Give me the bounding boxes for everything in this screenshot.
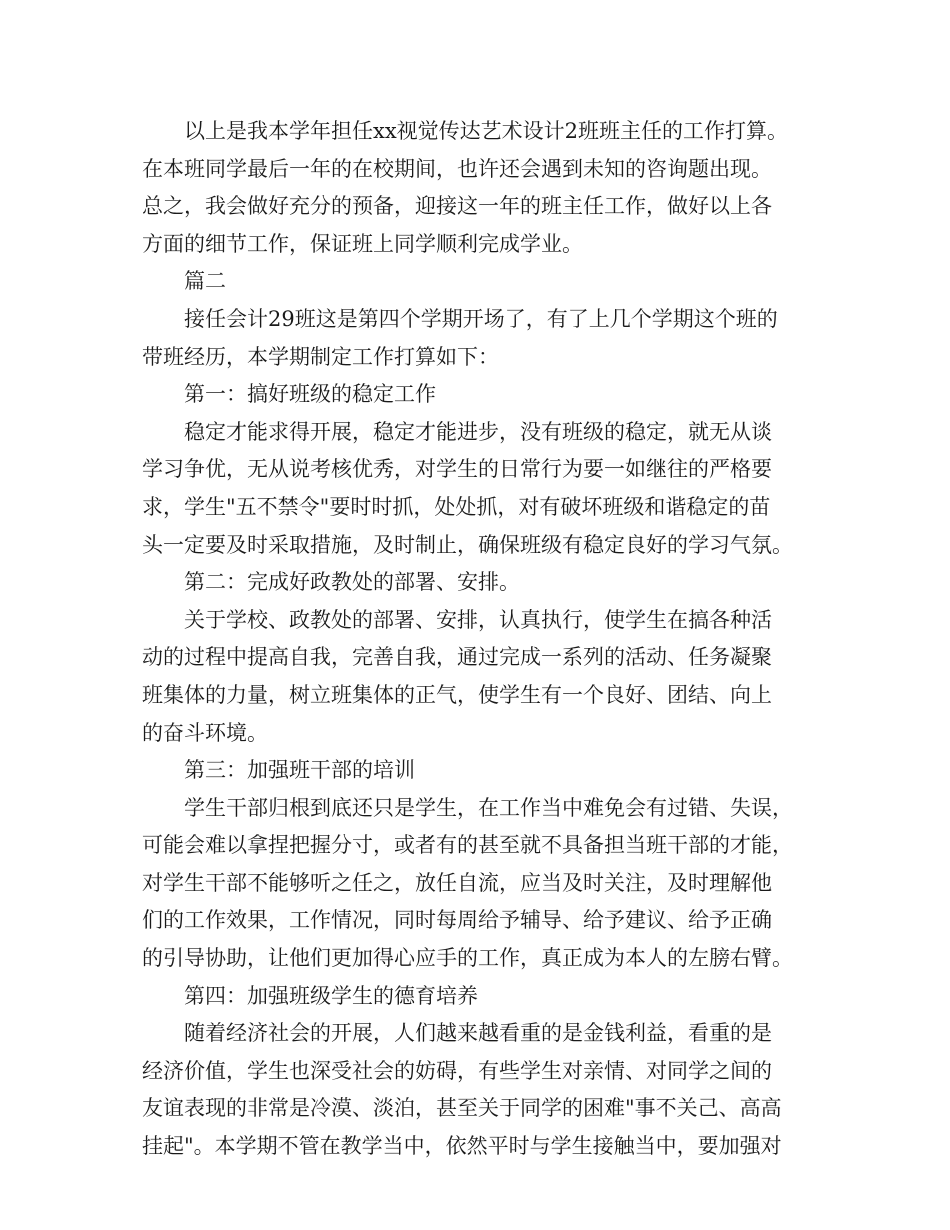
paragraph-line: 友谊表现的非常是冷漠、淡泊，甚至关于同学的困难"事不关己、高高 [142, 1096, 782, 1121]
paragraph-line: 可能会难以拿捏把握分寸，或者有的甚至就不具备担当班干部的才能， [142, 833, 793, 858]
paragraph-line: 以上是我本学年担任xx视觉传达艺术设计2班班主任的工作打算。 [184, 119, 789, 143]
paragraph-line: 们的工作效果，工作情况，同时每周给予辅导、给予建议、给予正确 [142, 908, 772, 933]
subsection-heading: 第二：完成好政教处的部署、安排。 [184, 570, 520, 595]
paragraph-line: 关于学校、政教处的部署、安排，认真执行，使学生在搞各种活 [184, 607, 772, 632]
paragraph-line: 带班经历，本学期制定工作打算如下： [142, 344, 499, 369]
subsection-heading: 第四：加强班级学生的德育培养 [184, 983, 478, 1008]
paragraph-line: 学习争优，无从说考核优秀，对学生的日常行为要一如继往的严格要 [142, 457, 772, 482]
paragraph-line: 求，学生"五不禁令"要时时抓，处处抓，对有破坏班级和谐稳定的苗 [142, 494, 771, 519]
subsection-heading: 第一：搞好班级的稳定工作 [184, 382, 436, 407]
subsection-heading: 第三：加强班干部的培训 [184, 758, 415, 783]
paragraph-line: 的奋斗环境。 [142, 720, 268, 745]
paragraph-line: 接任会计29班这是第四个学期开场了，有了上几个学期这个班的 [184, 306, 778, 331]
paragraph-line: 方面的细节工作，保证班上同学顺利完成学业。 [142, 231, 583, 256]
section-heading: 篇二 [184, 269, 226, 294]
paragraph-line: 学生干部归根到底还只是学生，在工作当中难免会有过错、失误， [184, 795, 793, 820]
paragraph-line: 班集体的力量，树立班集体的正气，使学生有一个良好、团结、向上 [142, 682, 772, 707]
paragraph-line: 动的过程中提高自我，完善自我，通过完成一系列的活动、任务凝聚 [142, 645, 772, 670]
paragraph-line: 经济价值，学生也深受社会的妨碍，有些学生对亲情、对同学之间的 [142, 1058, 772, 1083]
paragraph-line: 的引导协助，让他们更加得心应手的工作，真正成为本人的左膀右臂。 [142, 946, 793, 971]
paragraph-line: 稳定才能求得开展，稳定才能进步，没有班级的稳定，就无从谈 [184, 419, 772, 444]
paragraph-line: 挂起"。本学期不管在教学当中，依然平时与学生接触当中，要加强对 [142, 1134, 782, 1159]
paragraph-line: 总之，我会做好充分的预备，迎接这一年的班主任工作，做好以上各 [142, 194, 772, 219]
paragraph-line: 在本班同学最后一年的在校期间，也许还会遇到未知的咨询题出现。 [142, 156, 772, 181]
paragraph-line: 头一定要及时采取措施，及时制止，确保班级有稳定良好的学习气氛。 [142, 532, 793, 557]
paragraph-line: 随着经济社会的开展，人们越来越看重的是金钱利益，看重的是 [184, 1021, 772, 1046]
document-body [142, 113, 832, 1166]
paragraph-line: 对学生干部不能够听之任之，放任自流，应当及时关注，及时理解他 [142, 870, 772, 895]
